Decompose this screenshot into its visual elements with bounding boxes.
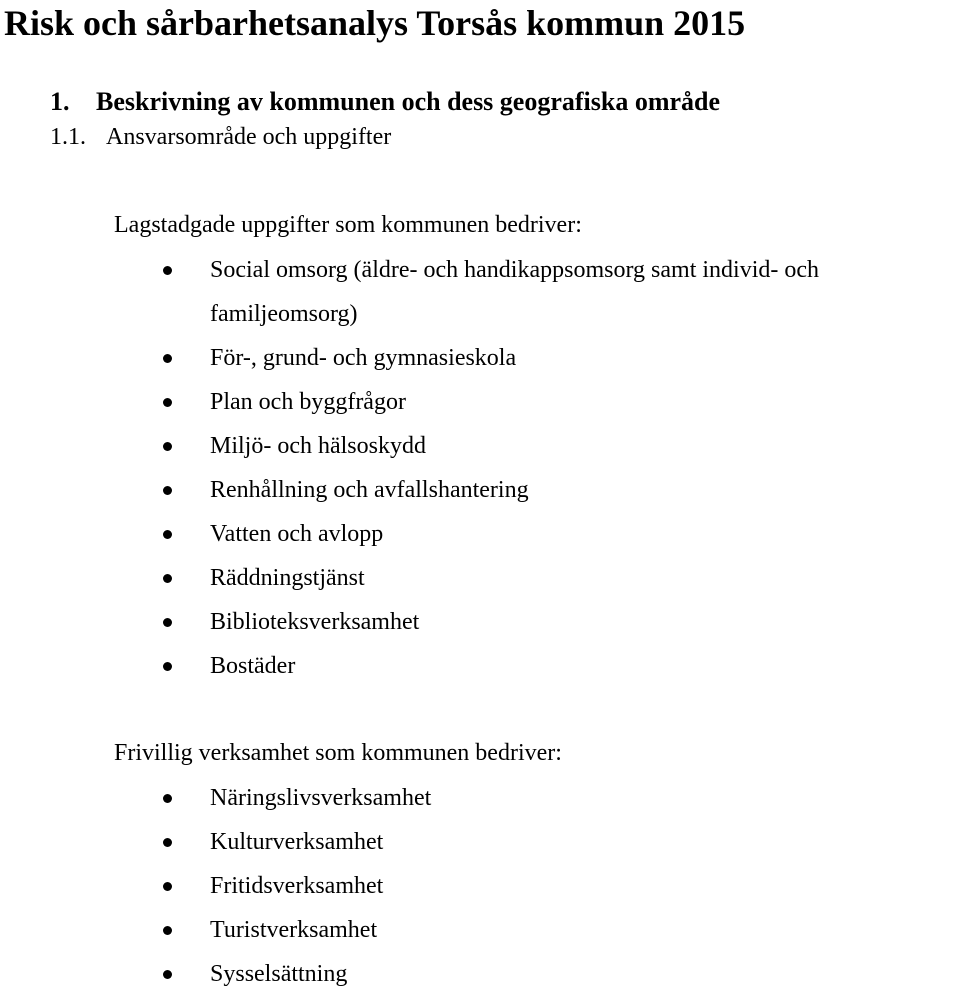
list-item-text: Sysselsättning xyxy=(210,961,348,987)
bullet-icon xyxy=(163,574,172,583)
subsection-title: Ansvarsområde och uppgifter xyxy=(106,124,392,150)
list-item xyxy=(160,512,819,556)
voluntary-list xyxy=(160,776,431,996)
mandatory-list xyxy=(160,248,819,688)
bullet-icon xyxy=(163,794,172,803)
bullet-icon xyxy=(163,354,172,363)
list-item-text: Social omsorg (äldre- och handikappsomsorg samt individ- och xyxy=(210,257,820,283)
document-title: Risk och sårbarhetsanalys Torsås kommun 2015 xyxy=(4,3,746,43)
list-item-text: För-, grund- och gymnasieskola xyxy=(210,345,517,371)
list-item-text: Fritidsverksamhet xyxy=(210,873,384,899)
list-item-text: Renhållning och avfallshantering xyxy=(210,477,529,503)
list-item-text: Vatten och avlopp xyxy=(210,521,384,547)
list-item-text: Näringslivsverksamhet xyxy=(210,785,432,811)
subsection-number: 1.1. xyxy=(50,124,86,150)
section-title: Beskrivning av kommunen och dess geografiska område xyxy=(96,87,721,116)
list-item-text: Räddningstjänst xyxy=(210,565,365,591)
list-item xyxy=(160,248,819,292)
list-item xyxy=(160,380,819,424)
list-item-text: Bostäder xyxy=(210,653,296,679)
bullet-icon xyxy=(163,530,172,539)
list-item xyxy=(160,600,819,644)
bullet-icon xyxy=(163,266,172,275)
bullet-icon xyxy=(163,838,172,847)
list-item xyxy=(160,864,431,908)
bullet-icon xyxy=(163,398,172,407)
list-item xyxy=(160,556,819,600)
list-item xyxy=(160,424,819,468)
list-item-text: familjeomsorg) xyxy=(210,301,358,327)
bullet-icon xyxy=(163,882,172,891)
list-item-continuation xyxy=(160,292,819,336)
list-item xyxy=(160,952,431,996)
mandatory-intro: Lagstadgade uppgifter som kommunen bedriver: xyxy=(114,212,582,238)
list-item xyxy=(160,468,819,512)
list-item-text: Turistverksamhet xyxy=(210,917,378,943)
list-item xyxy=(160,908,431,952)
section-heading xyxy=(50,84,720,120)
bullet-icon xyxy=(163,662,172,671)
list-item-text: Biblioteksverksamhet xyxy=(210,609,420,635)
bullet-icon xyxy=(163,486,172,495)
list-item xyxy=(160,820,431,864)
bullet-icon xyxy=(163,442,172,451)
bullet-icon xyxy=(163,970,172,979)
list-item-text: Kulturverksamhet xyxy=(210,829,384,855)
list-item-text: Miljö- och hälsoskydd xyxy=(210,433,426,459)
list-item xyxy=(160,644,819,688)
voluntary-intro: Frivillig verksamhet som kommunen bedriver: xyxy=(114,740,562,766)
bullet-icon xyxy=(163,926,172,935)
subsection-heading xyxy=(50,120,391,154)
list-item xyxy=(160,776,431,820)
section-number: 1. xyxy=(50,87,70,116)
bullet-icon xyxy=(163,618,172,627)
list-item xyxy=(160,336,819,380)
list-item-text: Plan och byggfrågor xyxy=(210,389,406,415)
